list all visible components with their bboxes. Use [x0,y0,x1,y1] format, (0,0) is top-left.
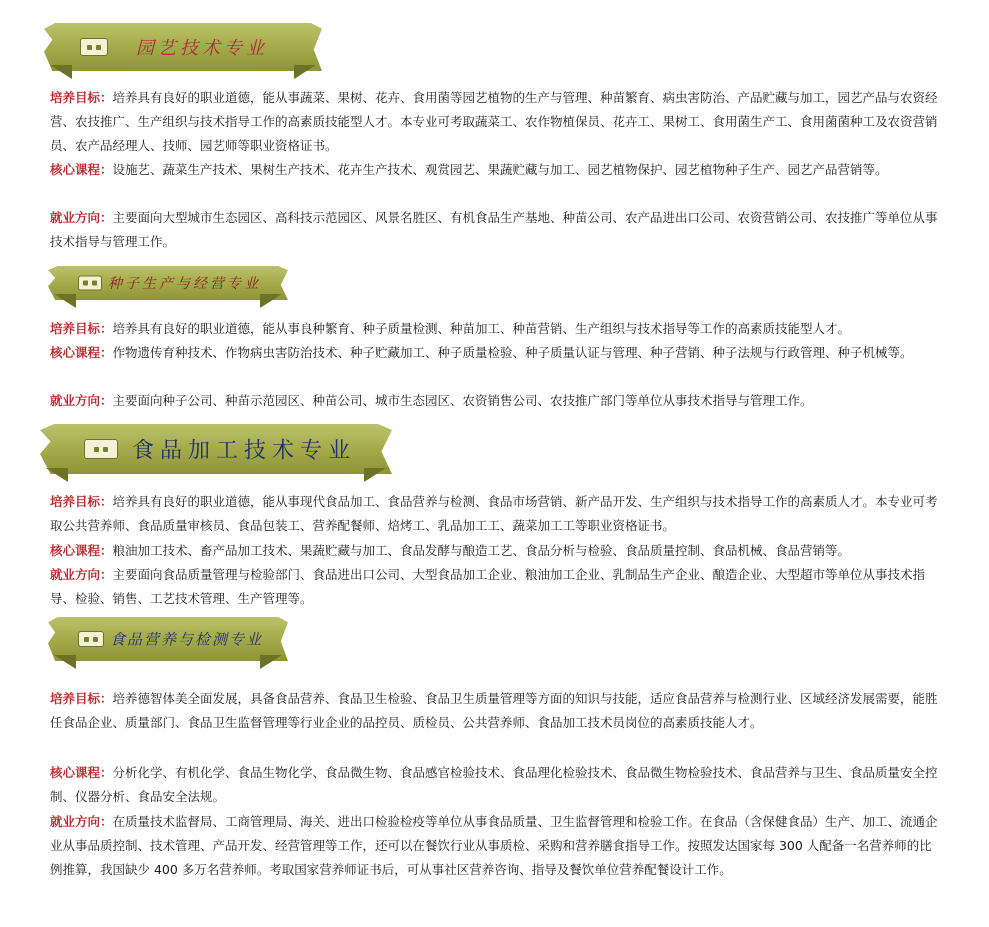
course-text: 设施艺、蔬菜生产技术、果树生产技术、花卉生产技术、观赏园艺、果蔬贮藏与加工、园艺植物保护、园艺植物种子生产、园艺产品营销等。 [112,162,888,177]
job-text: 主要面向种子公司、种苗示范园区、种苗公司、城市生态园区、农资销售公司、农技推广部门等单位从事技术指导与管理工作。 [112,393,813,408]
section-banner-food-processing [40,424,392,474]
banner-badge-icon [78,631,104,647]
job-label: 就业方向： [50,393,113,408]
section-1-goal [50,86,940,158]
course-label: 核心课程： [50,162,113,177]
section-title: 食品加工技术专业 [132,438,357,464]
section-title: 种子生产与经营专业 [108,276,261,292]
job-label: 就业方向： [50,210,113,225]
section-title: 食品营养与检测专业 [110,630,264,649]
goal-label: 培养目标： [50,691,113,706]
section-3-course [50,539,940,563]
section-4-goal [50,687,940,735]
section-1-job [50,206,940,254]
course-label: 核心课程： [50,345,113,360]
goal-label: 培养目标： [50,494,113,509]
job-label: 就业方向： [50,567,113,582]
course-text: 作物遗传育种技术、作物病虫害防治技术、种子贮藏加工、种子质量检验、种子质量认证与管理、种子营销、种子法规与行政管理、种子机械等。 [112,345,913,360]
course-label: 核心课程： [50,765,113,780]
banner-badge-icon [78,276,102,291]
section-3-goal [50,490,940,538]
goal-label: 培养目标： [50,90,113,105]
goal-text: 培养具有良好的职业道德，能从事现代食品加工、食品营养与检测、食品市场营销、新产品开发、生产组织与技术指导工作的高素质人才。本专业可考取公共营养师、食品质量审核员、食品包装工、营养配餐师、焙烤工、乳品加工工、蔬菜加工工等职业资格证书。 [50,494,938,533]
section-title: 园艺技术专业 [136,38,268,59]
section-banner-food-nutrition [48,617,288,661]
job-text: 主要面向大型城市生态园区、高科技示范园区、风景名胜区、有机食品生产基地、种苗公司、农产品进出口公司、农资营销公司、农技推广等单位从事技术指导与管理工作。 [50,210,938,249]
goal-text: 培养具有良好的职业道德，能从事良种繁育、种子质量检测、种苗加工、种苗营销、生产组织与技术指导等工作的高素质技能型人才。 [112,321,851,336]
course-text: 粮油加工技术、畜产品加工技术、果蔬贮藏与加工、食品发酵与酿造工艺、食品分析与检验、食品质量控制、食品机械、食品营销等。 [112,543,851,558]
section-banner-seed [48,266,288,300]
course-label: 核心课程： [50,543,113,558]
goal-text: 培养德智体美全面发展，具备食品营养、食品卫生检验、食品卫生质量管理等方面的知识与技能，适应食品营养与检测行业、区域经济发展需要，能胜任食品企业、质量部门、食品卫生监督管理等行业企业的品控员、质检员、公共营养师、食品加工技术员岗位的高素质技能人才。 [50,691,938,730]
section-4-job [50,810,940,882]
section-2-job [50,389,940,413]
section-4-course [50,761,940,809]
job-text: 在质量技术监督局、工商管理局、海关、进出口检验检疫等单位从事食品质量、卫生监督管理和检验工作。在食品（含保健食品）生产、加工、流通企业从事品质控制、技术管理、产品开发、经营管理等工作，还可以在餐饮行业从事质检、采购和营养膳食指导工作。按照发达国家每 300 人配备一名营养师的比例推算，我国缺少 400 多万名营养师。考取国家营养师证书后，可从事社区营养咨询、指导及餐饮单位营养配餐设计工作。 [50,814,938,877]
job-text: 主要面向食品质量管理与检验部门、食品进出口公司、大型食品加工企业、粮油加工企业、乳制品生产企业、酿造企业、大型超市等单位从事技术指导、检验、销售、工艺技术管理、生产管理等。 [50,567,926,606]
section-2-goal [50,317,940,341]
goal-text: 培养具有良好的职业道德，能从事蔬菜、果树、花卉、食用菌等园艺植物的生产与管理、种苗繁育、病虫害防治、产品贮藏与加工，园艺产品与农资经营、农技推广、生产组织与技术指导工作的高素质技能型人才。本专业可考取蔬菜工、农作物植保员、花卉工、果树工、食用菌生产工、食用菌菌种工及农资营销员、农产品经理人、技师、园艺师等职业资格证书。 [50,90,938,153]
course-text: 分析化学、有机化学、食品生物化学、食品微生物、食品感官检验技术、食品理化检验技术、食品微生物检验技术、食品营养与卫生、食品质量安全控制、仪器分析、食品安全法规。 [50,765,938,804]
banner-badge-icon [84,439,118,459]
section-3-job [50,563,940,611]
section-1-course [50,158,940,182]
goal-label: 培养目标： [50,321,113,336]
section-banner-horticulture [44,23,322,71]
job-label: 就业方向： [50,814,113,829]
banner-badge-icon [80,38,108,56]
section-2-course [50,341,940,365]
